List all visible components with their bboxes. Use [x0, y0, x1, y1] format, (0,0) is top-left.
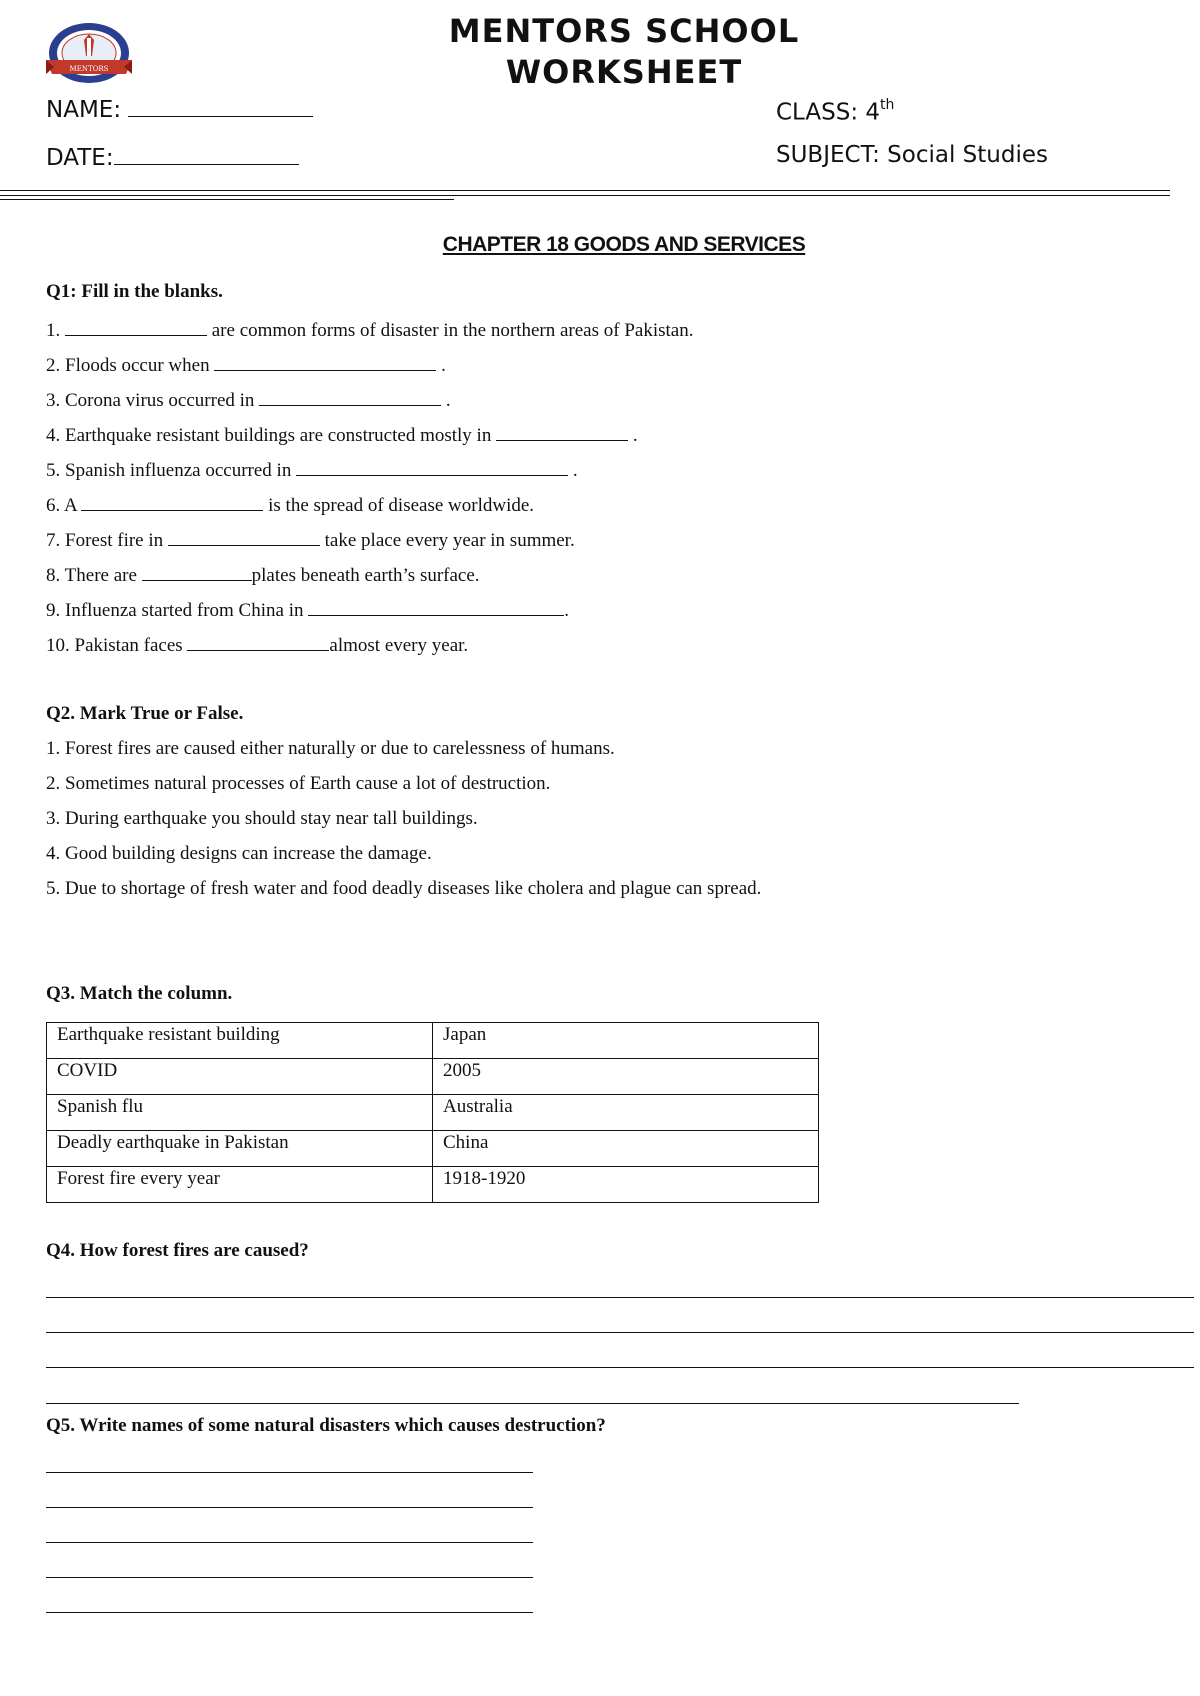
table-cell: 1918-1920	[433, 1167, 819, 1203]
answer-line[interactable]	[46, 1472, 533, 1473]
answer-blank[interactable]	[296, 456, 568, 476]
answer-blank[interactable]	[308, 596, 564, 616]
answer-blank[interactable]	[168, 526, 320, 546]
header-rule-top	[0, 190, 1170, 191]
q1-item: 4. Earthquake resistant buildings are constructed mostly in .	[46, 421, 638, 447]
q1-item: 2. Floods occur when .	[46, 351, 446, 377]
answer-blank[interactable]	[214, 351, 436, 371]
class-field	[776, 92, 894, 128]
table-cell: Australia	[433, 1095, 819, 1131]
table-row	[47, 1131, 819, 1167]
answer-line[interactable]	[46, 1507, 533, 1508]
table-row	[47, 1059, 819, 1095]
table-cell: China	[433, 1131, 819, 1167]
table-cell: Japan	[433, 1023, 819, 1059]
q2-item: 4. Good building designs can increase the damage.	[46, 843, 432, 864]
q2-item: 3. During earthquake you should stay near tall buildings.	[46, 808, 478, 829]
q2-heading: Q2. Mark True or False.	[46, 703, 244, 724]
answer-line[interactable]	[46, 1332, 1194, 1333]
match-table	[46, 1022, 819, 1203]
date-field	[46, 140, 299, 173]
q1-heading: Q1: Fill in the blanks.	[46, 281, 223, 302]
q1-item: 8. There are plates beneath earth’s surface.	[46, 561, 480, 587]
answer-blank[interactable]	[259, 386, 441, 406]
q1-item: 3. Corona virus occurred in .	[46, 386, 451, 412]
table-cell: Earthquake resistant building	[47, 1023, 433, 1059]
answer-line[interactable]	[46, 1542, 533, 1543]
subject-label: SUBJECT: Social Studies	[776, 142, 1048, 168]
q1-item: 6. A is the spread of disease worldwide.	[46, 491, 534, 517]
header-rule-bottom	[0, 199, 454, 200]
answer-blank[interactable]	[496, 421, 628, 441]
answer-blank[interactable]	[142, 561, 252, 581]
name-label: NAME:	[46, 97, 122, 123]
subject-field	[776, 140, 1048, 170]
date-blank[interactable]	[114, 140, 299, 165]
chapter-title: CHAPTER 18 GOODS AND SERVICES	[442, 233, 806, 256]
svg-text:MENTORS: MENTORS	[69, 65, 109, 73]
table-row	[47, 1095, 819, 1131]
q1-item: 1. are common forms of disaster in the northern areas of Pakistan.	[46, 316, 693, 342]
q5-heading: Q5. Write names of some natural disasters which causes destruction?	[46, 1415, 606, 1436]
table-cell: COVID	[47, 1059, 433, 1095]
table-cell: Spanish flu	[47, 1095, 433, 1131]
table-row	[47, 1167, 819, 1203]
name-field	[46, 92, 313, 125]
answer-line[interactable]	[46, 1297, 1194, 1298]
q3-heading: Q3. Match the column.	[46, 983, 233, 1004]
q1-item: 10. Pakistan faces almost every year.	[46, 631, 468, 657]
answer-blank[interactable]	[81, 491, 263, 511]
header-rule-middle	[0, 195, 1170, 196]
q1-item: 5. Spanish influenza occurred in .	[46, 456, 578, 482]
table-row	[47, 1023, 819, 1059]
q4-heading: Q4. How forest fires are caused?	[46, 1240, 309, 1261]
answer-line[interactable]	[46, 1577, 533, 1578]
table-cell: Forest fire every year	[47, 1167, 433, 1203]
date-label: DATE:	[46, 145, 114, 171]
table-cell: Deadly earthquake in Pakistan	[47, 1131, 433, 1167]
worksheet-title: WORKSHEET	[505, 53, 743, 91]
table-cell: 2005	[433, 1059, 819, 1095]
q2-item: 5. Due to shortage of fresh water and food deadly diseases like cholera and plague can spread.	[46, 878, 762, 899]
answer-line[interactable]	[46, 1403, 1019, 1404]
answer-line[interactable]	[46, 1612, 533, 1613]
q2-item: 1. Forest fires are caused either naturally or due to carelessness of humans.	[46, 738, 615, 759]
class-label: CLASS: 4	[776, 99, 881, 126]
answer-blank[interactable]	[65, 316, 207, 336]
answer-blank[interactable]	[187, 631, 329, 651]
name-blank[interactable]	[128, 92, 313, 117]
q1-item: 9. Influenza started from China in .	[46, 596, 569, 622]
class-superscript: th	[880, 97, 895, 113]
q2-item: 2. Sometimes natural processes of Earth cause a lot of destruction.	[46, 773, 551, 794]
answer-line[interactable]	[46, 1367, 1194, 1368]
school-name: MENTORS SCHOOL	[448, 12, 800, 50]
q1-item: 7. Forest fire in take place every year in summer.	[46, 526, 575, 552]
